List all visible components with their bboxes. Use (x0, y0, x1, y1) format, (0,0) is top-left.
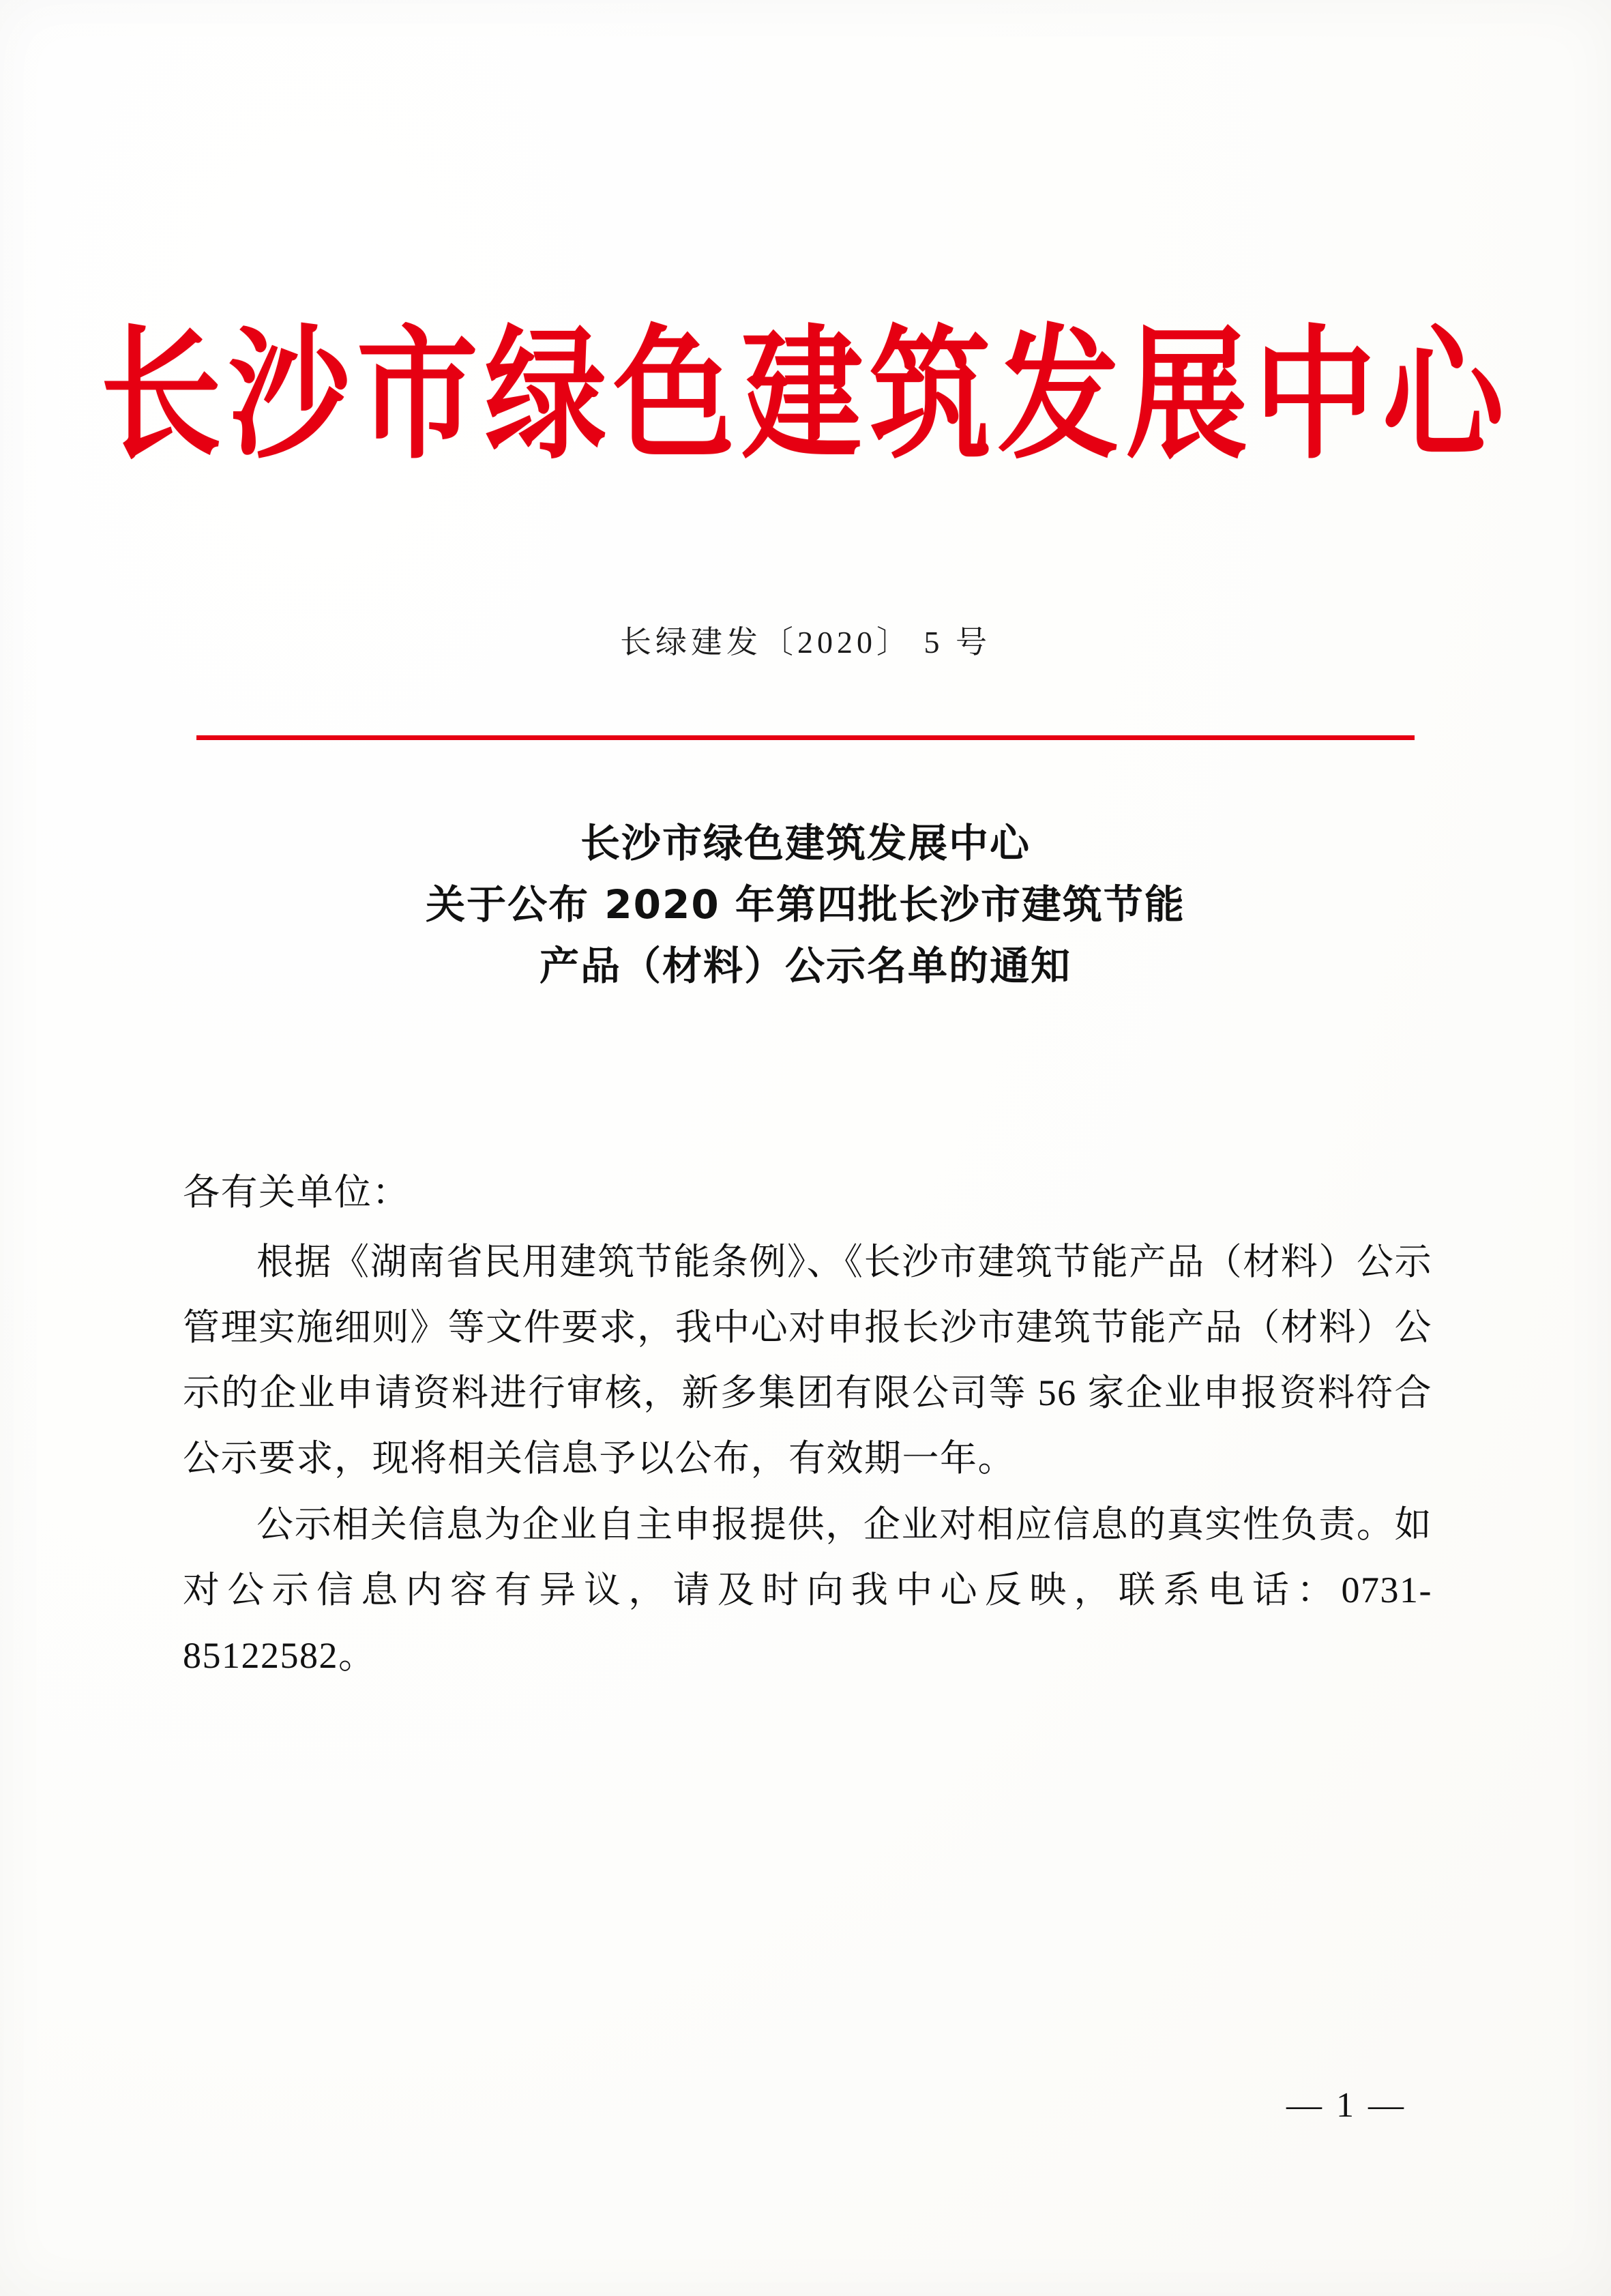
salutation: 各有关单位： (183, 1172, 410, 1213)
masthead (0, 312, 1611, 479)
title-line-3: 产品（材料）公示名单的通知 (539, 942, 1071, 989)
body-paragraph-1: 根据《湖南省民用建筑节能条例》、《长沙市建筑节能产品（材料）公示管理实施细则》等文件要求，我中心对申报长沙市建筑节能产品（材料）公示的企业申请资料进行审核，新多集团有限公司等 56 家企业申报资料符合公示要求，现将相关信息予以公布，有效期一年。 (183, 1241, 1432, 1480)
document-body (183, 1160, 1432, 1688)
title-line-2: 关于公布 2020 年第四批长沙市建筑节能 (426, 881, 1185, 928)
page-number: — 1 — (1286, 2086, 1406, 2125)
masthead-title: 长沙市绿色建筑发展中心 (100, 312, 1511, 479)
title-line-1: 长沙市绿色建筑发展中心 (580, 820, 1031, 866)
body-paragraph-2: 公示相关信息为企业自主申报提供，企业对相应信息的真实性负责。如对公示信息内容有异议，请及时向我中心反映，联系电话：0731-85122582。 (183, 1503, 1432, 1676)
red-divider-rule (196, 735, 1415, 740)
document-number: 长绿建发〔2020〕 5 号 (620, 625, 991, 660)
document-title (205, 813, 1406, 997)
